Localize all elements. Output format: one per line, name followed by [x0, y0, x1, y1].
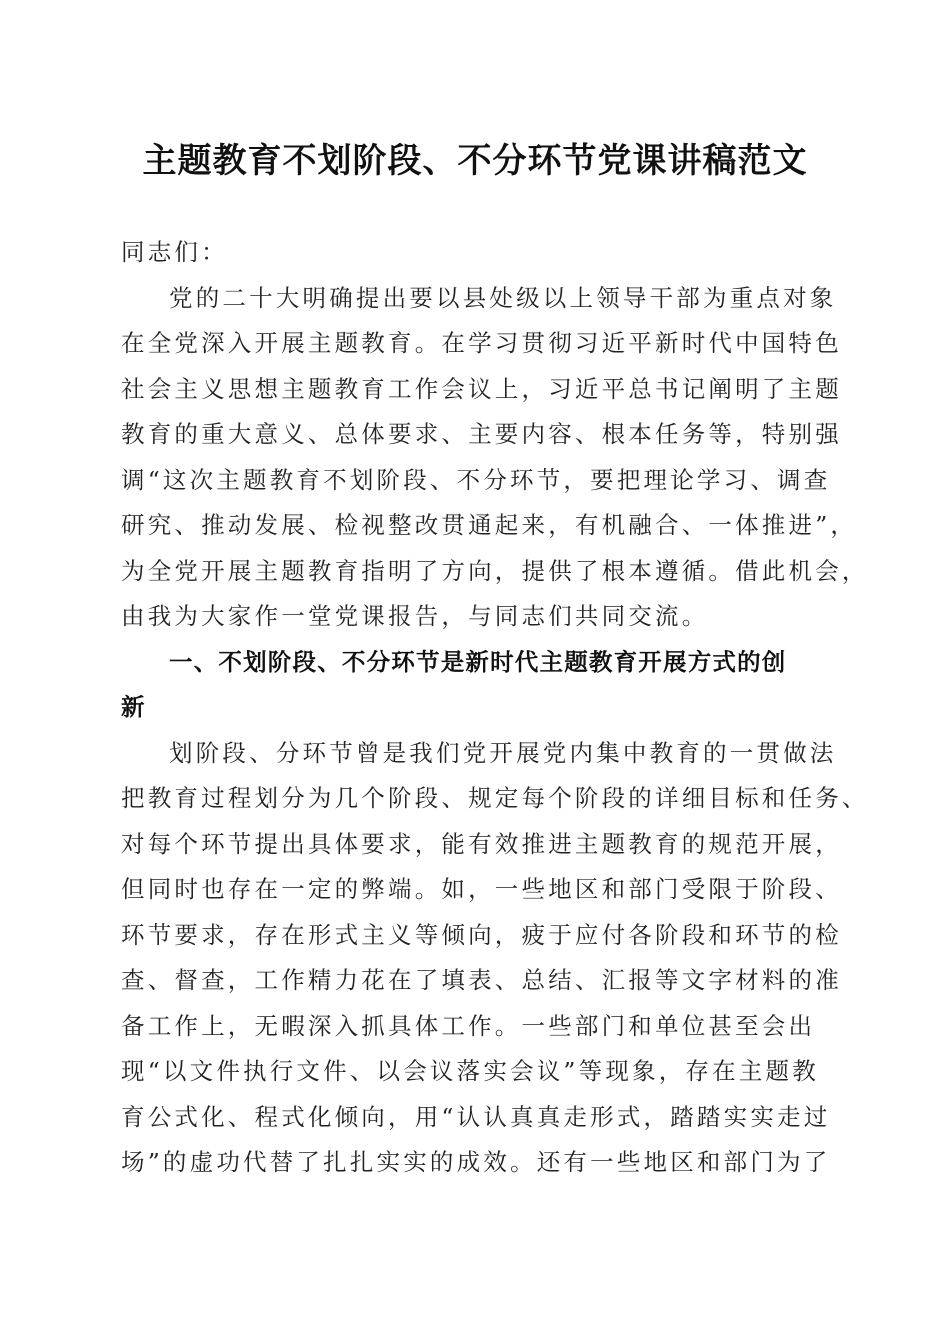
paragraph-line: 划阶段、分环节曾是我们党开展党内集中教育的一贯做法 [169, 738, 837, 767]
document-title: 主题教育不划阶段、不分环节党课讲稿范文 [142, 141, 808, 181]
paragraph-line: 由我为大家作一堂党课报告，与同志们共同交流。 [121, 602, 709, 630]
section-heading-line: 新 [121, 693, 146, 721]
paragraph-line: 环节要求，存在形式主义等倾向，疲于应付各阶段和环节的检 [121, 920, 842, 949]
paragraph-line: 育公式化、程式化倾向，用“认认真真走形式，踏踏实实走过 [121, 1102, 831, 1131]
document-body [121, 230, 869, 1186]
paragraph-line: 教育的重大意义、总体要求、主要内容、根本任务等，特别强 [121, 420, 842, 448]
paragraph-line: 社会主义思想主题教育工作会议上，习近平总书记阐明了主题 [121, 374, 842, 403]
paragraph-line: 但同时也存在一定的弊端。如，一些地区和部门受限于阶段、 [121, 875, 842, 903]
section-heading-line: 一、不划阶段、不分环节是新时代主题教育开展方式的创 [169, 647, 787, 676]
paragraph-line: 对每个环节提出具体要求，能有效推进主题教育的规范开展， [121, 829, 842, 858]
paragraph-line: 研究、推动发展、检视整改贯通起来，有机融合、一体推进”， [121, 511, 858, 539]
paragraph-line: 场”的虚功代替了扎扎实实的成效。还有一些地区和部门为了 [121, 1148, 831, 1176]
paragraph-line: 党的二十大明确提出要以县处级以上领导干部为重点对象 [169, 283, 837, 312]
paragraph-line: 把教育过程划分为几个阶段、规定每个阶段的详细目标和任务、 [121, 784, 869, 812]
salutation: 同志们： [121, 238, 228, 266]
paragraph-line: 调“这次主题教育不划阶段、不分环节，要把理论学习、调查 [121, 465, 831, 494]
paragraph-line: 为全党开展主题教育指明了方向，提供了根本遵循。借此机会， [121, 556, 869, 585]
paragraph-line: 在全党深入开展主题教育。在学习贯彻习近平新时代中国特色 [121, 329, 842, 357]
paragraph-line: 备工作上，无暇深入抓具体工作。一些部门和单位甚至会出 [121, 1011, 816, 1040]
paragraph-line: 查、督查，工作精力花在了填表、总结、汇报等文字材料的准 [121, 966, 842, 994]
paragraph-line: 现“以文件执行文件、以会议落实会议”等现象，存在主题教 [121, 1057, 819, 1085]
